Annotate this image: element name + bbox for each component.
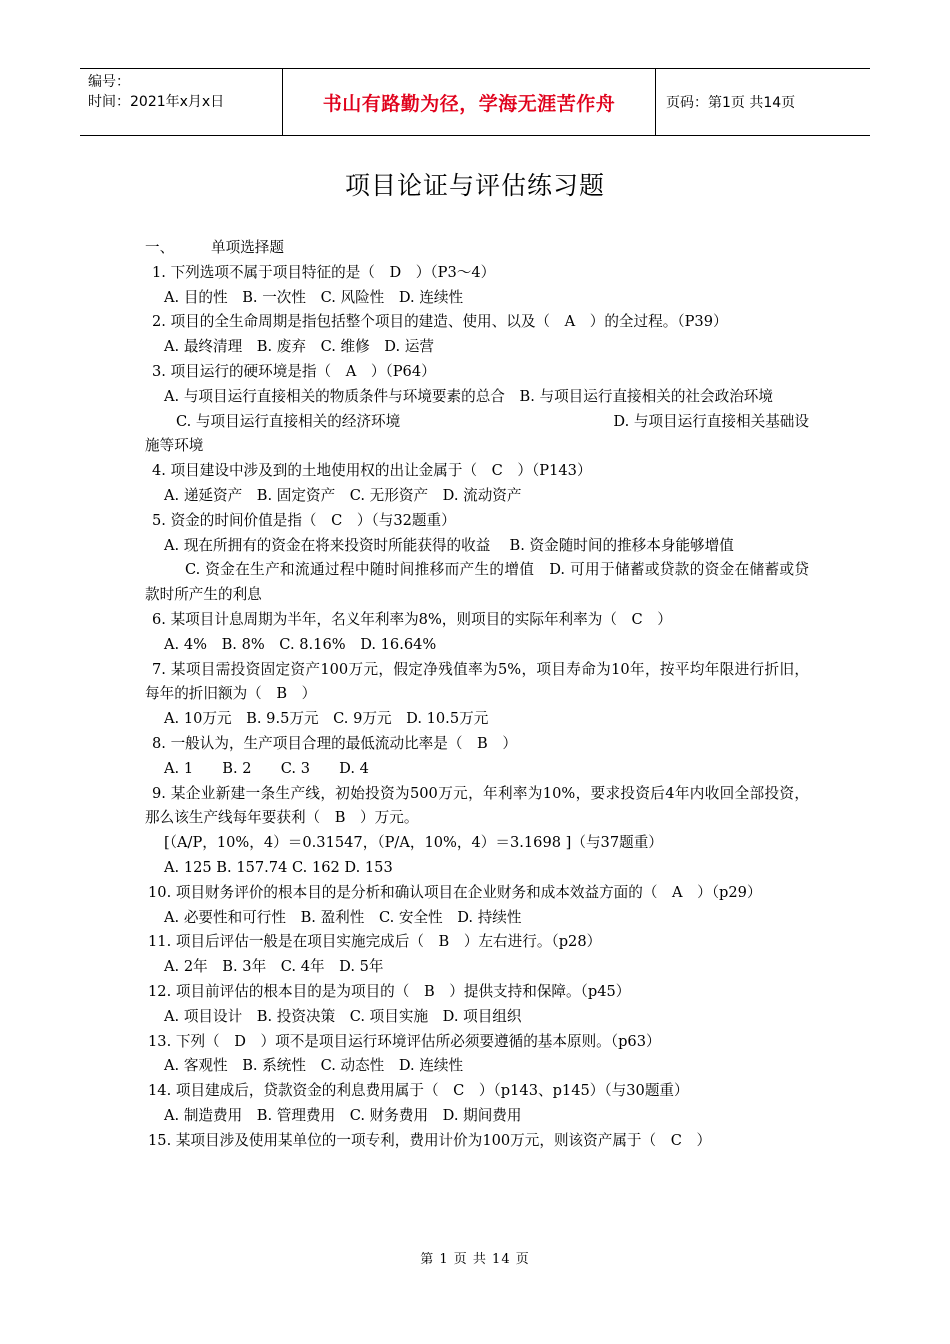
header-meta xyxy=(80,69,282,135)
header-motto: 书山有路勤为径，学海无涯苦作舟 xyxy=(282,69,656,135)
question-10: 10. 项目财务评价的根本目的是分析和确认项目在企业财务和成本效益方面的（ A ）（p29） xyxy=(148,883,762,901)
number-label: 编号： xyxy=(88,74,130,90)
question-3-option-d-cont: 施等环境 xyxy=(145,437,204,455)
header-page-info: 页码：第1页 共14页 xyxy=(666,95,796,111)
question-3-options-cd xyxy=(145,410,809,435)
document-header xyxy=(80,68,870,136)
question-8-options: A. 1 B. 2 C. 3 D. 4 xyxy=(164,759,369,777)
question-14-options: A. 制造费用 B. 管理费用 C. 财务费用 D. 期间费用 xyxy=(164,1106,522,1124)
question-8: 8. 一般认为，生产项目合理的最低流动比率是（ B ） xyxy=(152,734,517,752)
question-14: 14. 项目建成后，贷款资金的利息费用属于（ C ）（p143、p145）（与30题重） xyxy=(148,1082,689,1100)
question-9-options: A. 125 B. 157.74 C. 162 D. 153 xyxy=(164,858,393,876)
question-3-option-d: D. 与项目运行直接相关基础设 xyxy=(613,412,809,430)
question-3: 3. 项目运行的硬环境是指（ A ）（P64） xyxy=(152,362,436,380)
question-1-options: A. 目的性 B. 一次性 C. 风险性 D. 连续性 xyxy=(164,288,464,306)
question-12-options: A. 项目设计 B. 投资决策 C. 项目实施 D. 项目组织 xyxy=(164,1007,522,1025)
question-6: 6. 某项目计息周期为半年，名义年利率为8%，则项目的实际年利率为（ C ） xyxy=(152,610,672,628)
question-5-options-cd: C. 资金在生产和流通过程中随时间推移而产生的增值 D. 可用于储蓄或贷款的资金在储蓄或贷款时所产生的利息 xyxy=(145,561,809,604)
question-9-note: [（A/P，10%，4）＝0.31547，（P/A，10%，4）＝3.1698 ]（与37题重） xyxy=(164,834,663,852)
page-footer: 第 1 页 共 14 页 xyxy=(420,1252,530,1267)
question-15: 15. 某项目涉及使用某单位的一项专利，费用计价为100万元，则该资产属于（ C ） xyxy=(148,1131,712,1149)
question-7-options: A. 10万元 B. 9.5万元 C. 9万元 D. 10.5万元 xyxy=(164,710,489,728)
question-5-options-ab: A. 现在所拥有的资金在将来投资时所能获得的收益 B. 资金随时间的推移本身能够增值 xyxy=(164,536,734,554)
question-2-options: A. 最终清理 B. 废弃 C. 维修 D. 运营 xyxy=(164,338,434,356)
question-2: 2. 项目的全生命周期是指包括整个项目的建造、使用、以及（ A ）的全过程。（P39） xyxy=(152,313,728,331)
question-10-options: A. 必要性和可行性 B. 盈利性 C. 安全性 D. 持续性 xyxy=(164,908,522,926)
question-list xyxy=(145,236,809,1153)
question-12: 12. 项目前评估的根本目的是为项目的（ B ）提供支持和保障。（p45） xyxy=(148,982,631,1000)
question-6-options: A. 4% B. 8% C. 8.16% D. 16.64% xyxy=(164,635,437,653)
question-13-options: A. 客观性 B. 系统性 C. 动态性 D. 连续性 xyxy=(164,1057,464,1075)
question-3-option-c: C. 与项目运行直接相关的经济环境 xyxy=(176,412,401,430)
page-title: 项目论证与评估练习题 xyxy=(344,171,605,200)
question-3-options-ab: A. 与项目运行直接相关的物质条件与环境要素的总合 B. 与项目运行直接相关的社会政治环境 xyxy=(164,387,773,405)
question-4: 4. 项目建设中涉及到的土地使用权的出让金属于（ C ）（P143） xyxy=(152,462,592,480)
section-label: 单项选择题 xyxy=(211,239,284,256)
question-13: 13. 下列（ D ）项不是项目运行环境评估所必须要遵循的基本原则。（p63） xyxy=(148,1032,661,1050)
section-number: 一、 xyxy=(145,239,175,256)
question-11-options: A. 2年 B. 3年 C. 4年 D. 5年 xyxy=(164,958,384,976)
question-1: 1. 下列选项不属于项目特征的是（ D ）（P3～4） xyxy=(152,263,496,281)
question-4-options: A. 递延资产 B. 固定资产 C. 无形资产 D. 流动资产 xyxy=(164,486,522,504)
question-7: 7. 某项目需投资固定资产100万元，假定净残值率为5%，项目寿命为10年，按平均年限进行折旧，每年的折旧额为（ B ） xyxy=(145,660,809,703)
question-5: 5. 资金的时间价值是指（ C ）（与32题重） xyxy=(152,511,456,529)
time-label: 时间：2021年x月x日 xyxy=(88,94,225,110)
section-heading xyxy=(145,236,809,261)
question-11: 11. 项目后评估一般是在项目实施完成后（ B ）左右进行。（p28） xyxy=(148,933,602,951)
question-9: 9. 某企业新建一条生产线，初始投资为500万元，年利率为10%，要求投资后4年内收回全部投资，那么该生产线每年要获利（ B ）万元。 xyxy=(145,784,809,827)
